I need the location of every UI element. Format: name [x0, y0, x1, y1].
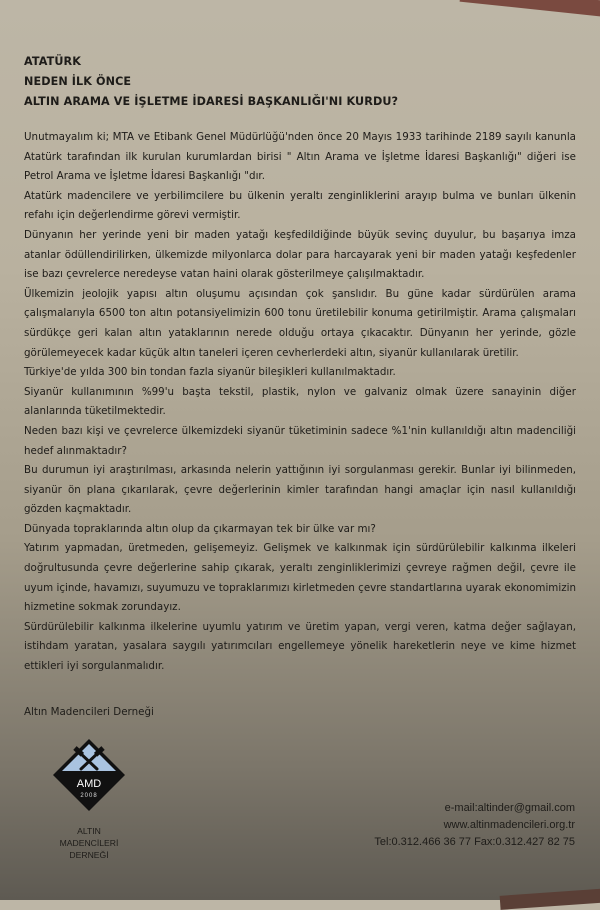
svg-text:2008: 2008	[80, 793, 98, 799]
paragraph: Yatırım yapmadan, üretmeden, gelişemeyiz. Gelişmek ve kalkınmak için sürdürülebilir kalkınma ilkeleri doğrultusunda çevre değerlerine sahip çıkarak, yeraltı zenginliklerimizi çevreye rağmen değil, çevre ile uyum içinde, havamızı, suyumuzu ve topraklarımızı kirletmeden çevre standartlarına uyarak ekonomimizin hizmetine sokmak zorundayız.	[24, 542, 576, 614]
paragraph: Unutmayalım ki; MTA ve Etibank Genel Müdürlüğü'nden önce 20 Mayıs 1933 tarihinde 2189 sayılı kanunla Atatürk tarafından ilk kurulan kurumlardan birisi " Altın Arama ve İşletme İdaresi Başkanlığı" diğeri ise Petrol Arama ve İşletme İdaresi Başkanlığı "dır.	[24, 131, 576, 183]
paragraph: Dünyada topraklarında altın olup da çıkarmayan tek bir ülke var mı?	[24, 522, 376, 535]
svg-text:AMD: AMD	[76, 778, 102, 790]
paragraph: Neden bazı kişi ve çevrelerce ülkemizdeki siyanür tüketiminin sadece %1'nin kullanıldığı altın madenciliği hedef alınmaktadır?	[24, 424, 576, 457]
paragraph: Türkiye'de yılda 300 bin tondan fazla siyanür bileşikleri kullanılmaktadır.	[24, 366, 396, 379]
body-text	[24, 128, 576, 677]
signature: Altın Madencileri Derneği	[24, 706, 154, 718]
document-page	[24, 52, 576, 677]
title-line-3: ALTIN ARAMA VE İŞLETME İDARESİ BAŞKANLIĞI'NI KURDU?	[24, 95, 399, 108]
paragraph: Atatürk madencilere ve yerbilimcilere bu ülkenin yeraltı zenginliklerini arayıp bulma ve bunları ülkenin refahı için değerlendirme görevi vermiştir.	[24, 189, 576, 222]
paragraph: Siyanür kullanımının %99'u başta tekstil, plastik, nylon ve galvaniz olmak üzere sanayinin diğer alanlarında tüketilmektedir.	[24, 385, 576, 418]
paragraph: Bu durumun iyi araştırılması, arkasında nelerin yattığının iyi sorgulanması gerekir. Bunlar iyi bilinmeden, siyanür ön plana çıkarılarak, çevre değerlerinin kimler tarafından hangi amaçlar için nasıl kullanıldığı gözden kaçmaktadır.	[24, 464, 576, 516]
crossed-hammers-icon	[52, 738, 126, 812]
paragraph: Ülkemizin jeolojik yapısı altın oluşumu açısından çok şanslıdır. Bu güne kadar sürdürülen arama çalışmalarıyla 6500 ton altın potansiyelimizin 600 tonu üretilebilir konuma getirilmiştir. Arama çalışmaları sürdükçe geri kalan altın yataklarının nerede olduğu ortaya çıkacaktır. Dünyanın her yerinde, gözle görülemeyecek kadar küçük altın taneleri içeren cevherlerdeki altın, siyanür kullanılarak üretilir.	[24, 287, 576, 359]
amd-logo	[52, 738, 126, 812]
background-edge	[500, 888, 600, 910]
logo-caption-line: DERNEĞİ	[69, 850, 109, 860]
email: e-mail:altinder@gmail.com	[444, 802, 575, 814]
title-line-1: ATATÜRK	[24, 55, 82, 68]
phone-fax: Tel:0.312.466 36 77 Fax:0.312.427 82 75	[374, 836, 575, 848]
background-edge	[460, 0, 600, 18]
paragraph: Sürdürülebilir kalkınma ilkelerine uyumlu yatırım ve üretim yapan, vergi veren, katma değer sağlayan, istihdam yaratan, yasalara saygılı yatırımcıları engellemeye yönelik hareketlerin neye ve kime hizmet ettikleri iyi sorgulanmalıdır.	[24, 620, 576, 673]
logo-caption	[52, 825, 126, 861]
title-line-2: NEDEN İLK ÖNCE	[24, 75, 132, 88]
paragraph: Dünyanın her yerinde yeni bir maden yatağı keşfedildiğinde büyük sevinç duyulur, bu başarıya imza atanlar ödüllendirilirken, ülkemizde milyonlarca dolar para harcayarak yeni bir maden yatağı keşfedenler ise bazı çevrelerce neredeyse vatan haini olarak gösterilmeye çalışılmaktadır.	[24, 228, 576, 281]
page-title	[24, 52, 576, 112]
contact-info	[374, 800, 575, 851]
logo-caption-line: ALTIN	[77, 826, 101, 836]
logo-caption-line: MADENCİLERİ	[59, 838, 119, 848]
website: www.altinmadencileri.org.tr	[443, 819, 575, 831]
